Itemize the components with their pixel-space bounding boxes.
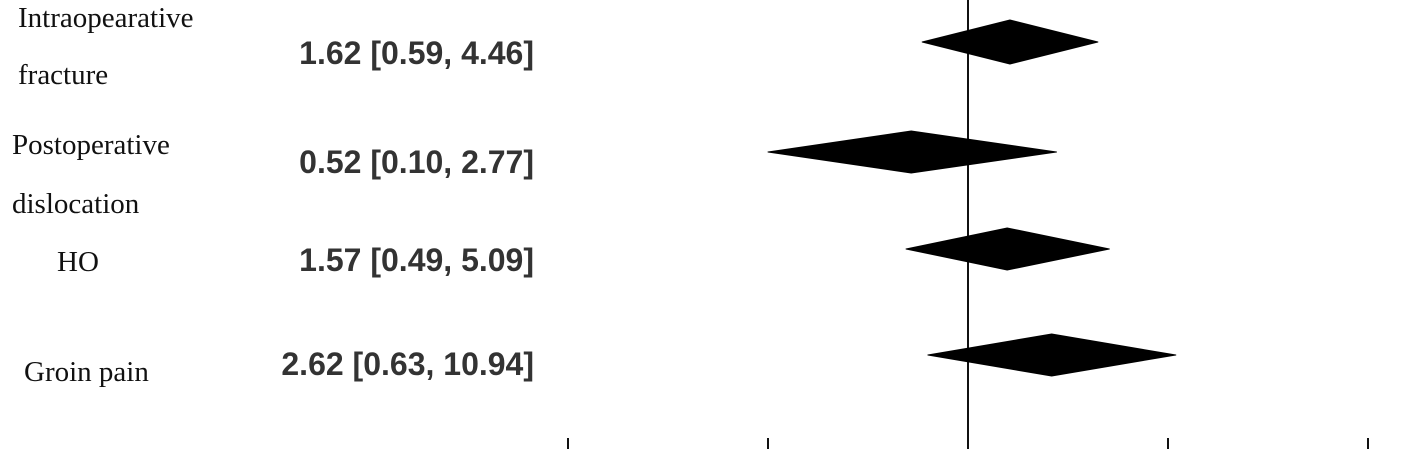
row-label-intraoperative-fracture-line1: Intraopearative: [18, 2, 194, 34]
diamond-marker-1: [768, 131, 1056, 173]
estimate-text-ho: 1.57 [0.49, 5.09]: [299, 242, 534, 278]
row-label-ho: HO: [57, 246, 99, 278]
estimate-text-postoperative-dislocation: 0.52 [0.10, 2.77]: [299, 144, 534, 180]
estimate-text-groin-pain: 2.62 [0.63, 10.94]: [281, 346, 534, 382]
diamond-marker-0: [922, 20, 1098, 64]
row-label-postoperative-dislocation-line1: Postoperative: [12, 129, 170, 161]
row-label-postoperative-dislocation-line2: dislocation: [12, 188, 140, 220]
row-label-intraoperative-fracture-line2: fracture: [18, 59, 109, 91]
diamond-marker-3: [928, 334, 1176, 376]
diamond-marker-2: [906, 228, 1109, 270]
row-label-groin-pain: Groin pain: [24, 356, 149, 388]
estimate-text-intraoperative-fracture: 1.62 [0.59, 4.46]: [299, 35, 534, 71]
